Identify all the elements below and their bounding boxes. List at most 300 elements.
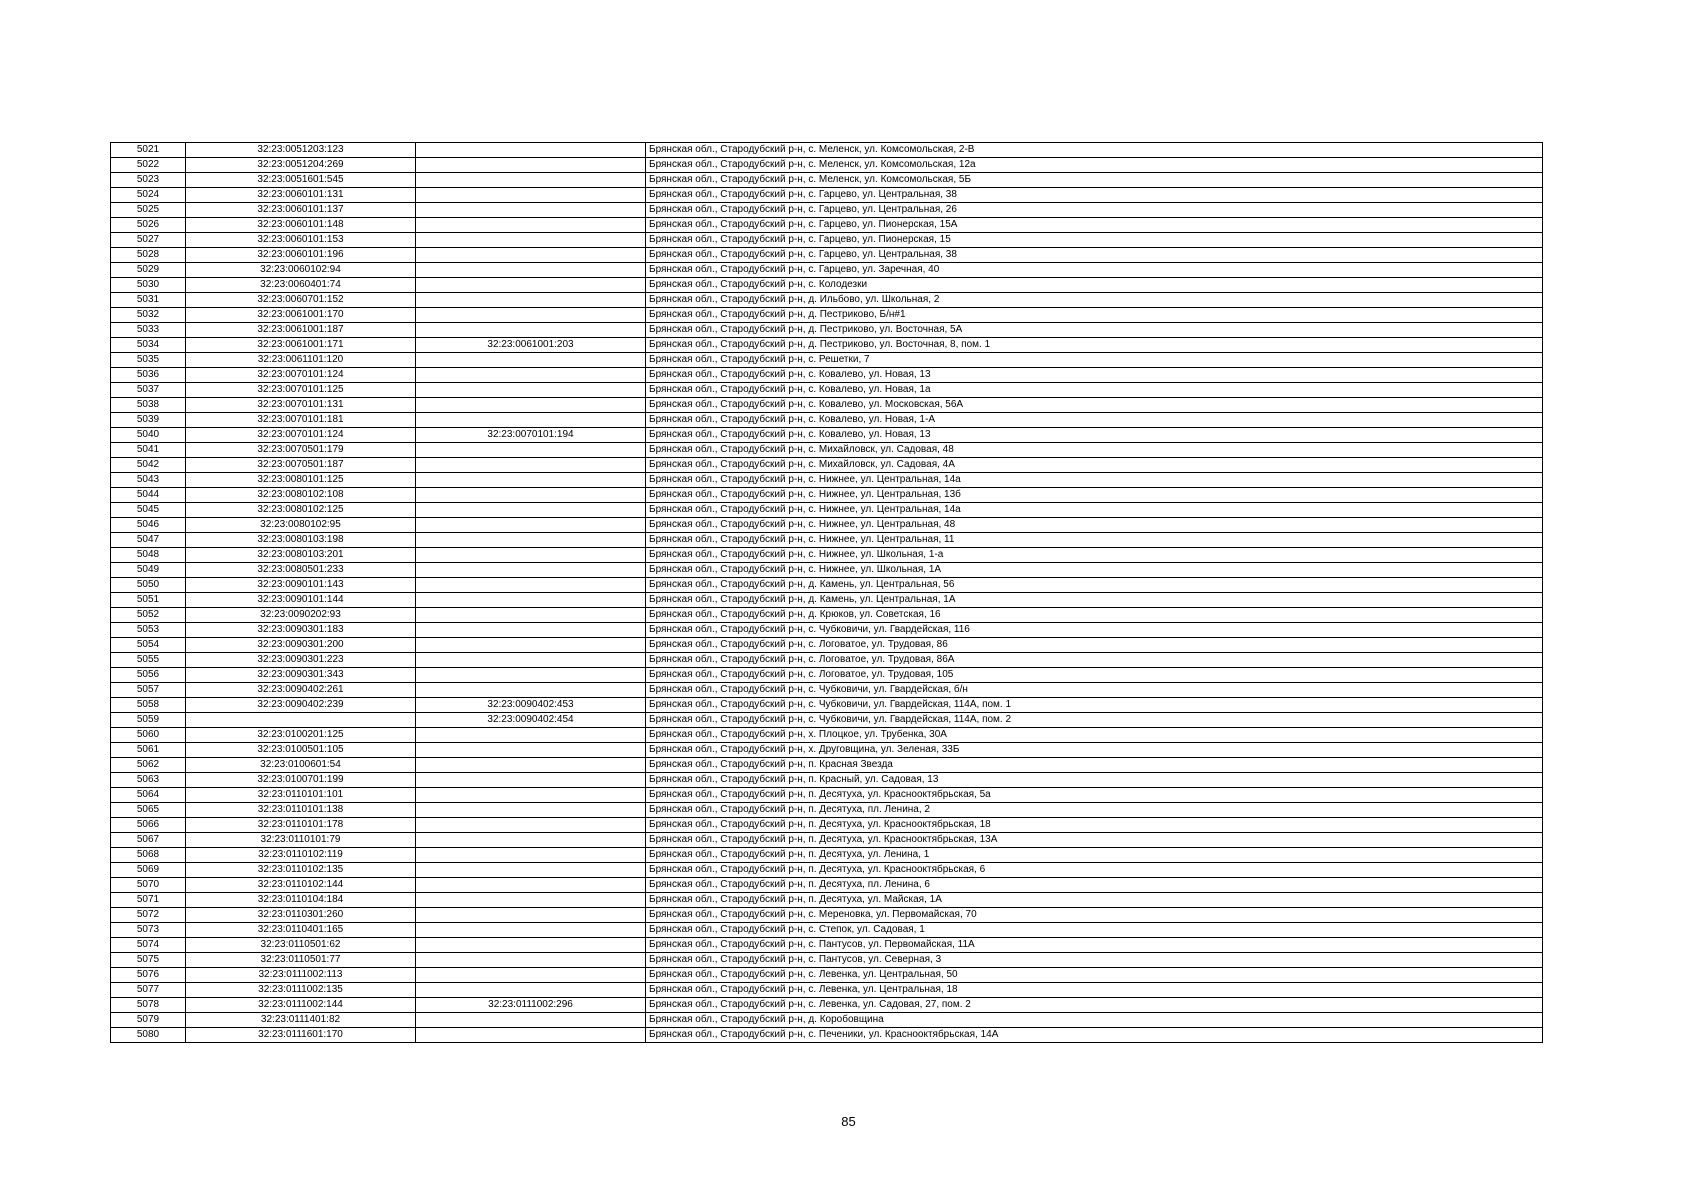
linked-cadastral-number-cell <box>416 473 646 488</box>
row-number-cell: 5072 <box>111 908 186 923</box>
address-cell: Брянская обл., Стародубский р-н, с. Логоватое, ул. Трудовая, 86А <box>646 653 1543 668</box>
table-row <box>111 878 1543 893</box>
table-row <box>111 518 1543 533</box>
row-number-cell: 5021 <box>111 143 186 158</box>
table-row <box>111 908 1543 923</box>
cadastral-number-cell: 32:23:0090402:239 <box>186 698 416 713</box>
linked-cadastral-number-cell <box>416 533 646 548</box>
cadastral-number-cell: 32:23:0061001:187 <box>186 323 416 338</box>
address-cell: Брянская обл., Стародубский р-н, с. Гарцево, ул. Центральная, 38 <box>646 188 1543 203</box>
table-row <box>111 728 1543 743</box>
address-cell: Брянская обл., Стародубский р-н, с. Гарцево, ул. Центральная, 38 <box>646 248 1543 263</box>
linked-cadastral-number-cell <box>416 608 646 623</box>
address-cell: Брянская обл., Стародубский р-н, п. Красный, ул. Садовая, 13 <box>646 773 1543 788</box>
row-number-cell: 5028 <box>111 248 186 263</box>
linked-cadastral-number-cell <box>416 548 646 563</box>
table-row <box>111 698 1543 713</box>
cadastral-number-cell: 32:23:0070101:131 <box>186 398 416 413</box>
cadastral-number-cell <box>186 713 416 728</box>
row-number-cell: 5063 <box>111 773 186 788</box>
linked-cadastral-number-cell <box>416 743 646 758</box>
cadastral-number-cell: 32:23:0070101:125 <box>186 383 416 398</box>
row-number-cell: 5069 <box>111 863 186 878</box>
address-cell: Брянская обл., Стародубский р-н, с. Нижнее, ул. Школьная, 1А <box>646 563 1543 578</box>
row-number-cell: 5039 <box>111 413 186 428</box>
table-row <box>111 533 1543 548</box>
table-row <box>111 998 1543 1013</box>
row-number-cell: 5065 <box>111 803 186 818</box>
cadastral-number-cell: 32:23:0090301:200 <box>186 638 416 653</box>
row-number-cell: 5054 <box>111 638 186 653</box>
row-number-cell: 5049 <box>111 563 186 578</box>
table-row <box>111 428 1543 443</box>
table-row <box>111 233 1543 248</box>
row-number-cell: 5074 <box>111 938 186 953</box>
table-body <box>111 143 1543 1043</box>
table-row <box>111 143 1543 158</box>
address-cell: Брянская обл., Стародубский р-н, д. Коробовщина <box>646 1013 1543 1028</box>
linked-cadastral-number-cell <box>416 758 646 773</box>
linked-cadastral-number-cell <box>416 218 646 233</box>
row-number-cell: 5055 <box>111 653 186 668</box>
cadastral-number-cell: 32:23:0080102:95 <box>186 518 416 533</box>
table-row <box>111 968 1543 983</box>
table-row <box>111 863 1543 878</box>
row-number-cell: 5064 <box>111 788 186 803</box>
row-number-cell: 5041 <box>111 443 186 458</box>
row-number-cell: 5080 <box>111 1028 186 1043</box>
address-cell: Брянская обл., Стародубский р-н, с. Нижнее, ул. Центральная, 14а <box>646 473 1543 488</box>
cadastral-number-cell: 32:23:0051601:545 <box>186 173 416 188</box>
linked-cadastral-number-cell <box>416 1028 646 1043</box>
linked-cadastral-number-cell <box>416 158 646 173</box>
cadastral-number-cell: 32:23:0111002:113 <box>186 968 416 983</box>
row-number-cell: 5046 <box>111 518 186 533</box>
cadastral-number-cell: 32:23:0070101:124 <box>186 428 416 443</box>
linked-cadastral-number-cell <box>416 263 646 278</box>
row-number-cell: 5034 <box>111 338 186 353</box>
table-row <box>111 608 1543 623</box>
cadastral-number-cell: 32:23:0110104:184 <box>186 893 416 908</box>
row-number-cell: 5077 <box>111 983 186 998</box>
table-row <box>111 563 1543 578</box>
address-cell: Брянская обл., Стародубский р-н, п. Десятуха, ул. Краснооктябрьская, 5а <box>646 788 1543 803</box>
cadastral-number-cell: 32:23:0110501:77 <box>186 953 416 968</box>
row-number-cell: 5037 <box>111 383 186 398</box>
address-cell: Брянская обл., Стародубский р-н, п. Десятуха, пл. Ленина, 6 <box>646 878 1543 893</box>
linked-cadastral-number-cell <box>416 788 646 803</box>
address-cell: Брянская обл., Стародубский р-н, п. Десятуха, пл. Ленина, 2 <box>646 803 1543 818</box>
address-cell: Брянская обл., Стародубский р-н, д. Пестриково, ул. Восточная, 5А <box>646 323 1543 338</box>
row-number-cell: 5060 <box>111 728 186 743</box>
address-cell: Брянская обл., Стародубский р-н, с. Чубковичи, ул. Гвардейская, 116 <box>646 623 1543 638</box>
cadastral-number-cell: 32:23:0090202:93 <box>186 608 416 623</box>
linked-cadastral-number-cell <box>416 908 646 923</box>
table-row <box>111 788 1543 803</box>
row-number-cell: 5029 <box>111 263 186 278</box>
address-cell: Брянская обл., Стародубский р-н, с. Ковалево, ул. Новая, 1а <box>646 383 1543 398</box>
linked-cadastral-number-cell <box>416 983 646 998</box>
cadastral-number-cell: 32:23:0110301:260 <box>186 908 416 923</box>
table-row <box>111 893 1543 908</box>
cadastral-number-cell: 32:23:0070501:187 <box>186 458 416 473</box>
address-cell: Брянская обл., Стародубский р-н, х. Друговщина, ул. Зеленая, 33Б <box>646 743 1543 758</box>
address-cell: Брянская обл., Стародубский р-н, п. Десятуха, ул. Краснооктябрьская, 13А <box>646 833 1543 848</box>
address-cell: Брянская обл., Стародубский р-н, с. Гарцево, ул. Центральная, 26 <box>646 203 1543 218</box>
row-number-cell: 5067 <box>111 833 186 848</box>
address-cell: Брянская обл., Стародубский р-н, с. Мереновка, ул. Первомайская, 70 <box>646 908 1543 923</box>
row-number-cell: 5070 <box>111 878 186 893</box>
address-cell: Брянская обл., Стародубский р-н, с. Логоватое, ул. Трудовая, 105 <box>646 668 1543 683</box>
table-row <box>111 548 1543 563</box>
table-row <box>111 398 1543 413</box>
row-number-cell: 5076 <box>111 968 186 983</box>
address-cell: Брянская обл., Стародубский р-н, с. Ковалево, ул. Московская, 56А <box>646 398 1543 413</box>
linked-cadastral-number-cell <box>416 248 646 263</box>
address-cell: Брянская обл., Стародубский р-н, п. Десятуха, ул. Ленина, 1 <box>646 848 1543 863</box>
row-number-cell: 5045 <box>111 503 186 518</box>
cadastral-number-cell: 32:23:0080101:125 <box>186 473 416 488</box>
linked-cadastral-number-cell <box>416 383 646 398</box>
linked-cadastral-number-cell <box>416 1013 646 1028</box>
address-cell: Брянская обл., Стародубский р-н, д. Камень, ул. Центральная, 1А <box>646 593 1543 608</box>
row-number-cell: 5030 <box>111 278 186 293</box>
table-row <box>111 938 1543 953</box>
table-row <box>111 758 1543 773</box>
cadastral-number-cell: 32:23:0090101:143 <box>186 578 416 593</box>
cadastral-number-cell: 32:23:0060701:152 <box>186 293 416 308</box>
table-row <box>111 848 1543 863</box>
page-number: 85 <box>841 1114 856 1129</box>
address-cell: Брянская обл., Стародубский р-н, с. Пантусов, ул. Северная, 3 <box>646 953 1543 968</box>
row-number-cell: 5061 <box>111 743 186 758</box>
address-cell: Брянская обл., Стародубский р-н, с. Гарцево, ул. Пионерская, 15А <box>646 218 1543 233</box>
table-row <box>111 338 1543 353</box>
table-row <box>111 383 1543 398</box>
cadastral-number-cell: 32:23:0090402:261 <box>186 683 416 698</box>
cadastral-number-cell: 32:23:0060401:74 <box>186 278 416 293</box>
cadastral-number-cell: 32:23:0110102:119 <box>186 848 416 863</box>
row-number-cell: 5025 <box>111 203 186 218</box>
cadastral-number-cell: 32:23:0060101:148 <box>186 218 416 233</box>
cadastral-number-cell: 32:23:0070101:181 <box>186 413 416 428</box>
cadastral-number-cell: 32:23:0061101:120 <box>186 353 416 368</box>
cadastral-number-cell: 32:23:0111601:170 <box>186 1028 416 1043</box>
row-number-cell: 5059 <box>111 713 186 728</box>
cadastral-number-cell: 32:23:0100201:125 <box>186 728 416 743</box>
linked-cadastral-number-cell <box>416 563 646 578</box>
linked-cadastral-number-cell <box>416 878 646 893</box>
cadastral-number-cell: 32:23:0080501:233 <box>186 563 416 578</box>
row-number-cell: 5050 <box>111 578 186 593</box>
row-number-cell: 5052 <box>111 608 186 623</box>
linked-cadastral-number-cell <box>416 458 646 473</box>
address-cell: Брянская обл., Стародубский р-н, с. Ковалево, ул. Новая, 13 <box>646 428 1543 443</box>
table-row <box>111 578 1543 593</box>
linked-cadastral-number-cell <box>416 293 646 308</box>
linked-cadastral-number-cell <box>416 308 646 323</box>
linked-cadastral-number-cell <box>416 203 646 218</box>
address-cell: Брянская обл., Стародубский р-н, п. Десятуха, ул. Краснооктябрьская, 18 <box>646 818 1543 833</box>
linked-cadastral-number-cell <box>416 368 646 383</box>
address-cell: Брянская обл., Стародубский р-н, с. Гарцево, ул. Заречная, 40 <box>646 263 1543 278</box>
table-row <box>111 173 1543 188</box>
table-row <box>111 263 1543 278</box>
address-cell: Брянская обл., Стародубский р-н, с. Меленск, ул. Комсомольская, 5Б <box>646 173 1543 188</box>
linked-cadastral-number-cell <box>416 578 646 593</box>
row-number-cell: 5078 <box>111 998 186 1013</box>
linked-cadastral-number-cell <box>416 353 646 368</box>
address-cell: Брянская обл., Стародубский р-н, с. Решетки, 7 <box>646 353 1543 368</box>
address-cell: Брянская обл., Стародубский р-н, с. Чубковичи, ул. Гвардейская, 114А, пом. 1 <box>646 698 1543 713</box>
cadastral-number-cell: 32:23:0090301:343 <box>186 668 416 683</box>
cadastral-number-cell: 32:23:0080103:198 <box>186 533 416 548</box>
table-row <box>111 188 1543 203</box>
linked-cadastral-number-cell <box>416 443 646 458</box>
table-row <box>111 1013 1543 1028</box>
linked-cadastral-number-cell <box>416 323 646 338</box>
linked-cadastral-number-cell: 32:23:0070101:194 <box>416 428 646 443</box>
linked-cadastral-number-cell <box>416 773 646 788</box>
table-row <box>111 923 1543 938</box>
table-row <box>111 833 1543 848</box>
row-number-cell: 5051 <box>111 593 186 608</box>
cadastral-table <box>110 142 1543 1043</box>
address-cell: Брянская обл., Стародубский р-н, с. Гарцево, ул. Пионерская, 15 <box>646 233 1543 248</box>
cadastral-number-cell: 32:23:0110501:62 <box>186 938 416 953</box>
address-cell: Брянская обл., Стародубский р-н, с. Михайловск, ул. Садовая, 4А <box>646 458 1543 473</box>
address-cell: Брянская обл., Стародубский р-н, с. Колодезки <box>646 278 1543 293</box>
address-cell: Брянская обл., Стародубский р-н, д. Камень, ул. Центральная, 56 <box>646 578 1543 593</box>
address-cell: Брянская обл., Стародубский р-н, п. Десятуха, ул. Майская, 1А <box>646 893 1543 908</box>
table-row <box>111 413 1543 428</box>
row-number-cell: 5073 <box>111 923 186 938</box>
cadastral-number-cell: 32:23:0060101:196 <box>186 248 416 263</box>
cadastral-number-cell: 32:23:0110101:79 <box>186 833 416 848</box>
address-cell: Брянская обл., Стародубский р-н, с. Меленск, ул. Комсомольская, 12а <box>646 158 1543 173</box>
table-row <box>111 653 1543 668</box>
cadastral-number-cell: 32:23:0111002:135 <box>186 983 416 998</box>
row-number-cell: 5033 <box>111 323 186 338</box>
table-row <box>111 683 1543 698</box>
row-number-cell: 5048 <box>111 548 186 563</box>
address-cell: Брянская обл., Стародубский р-н, с. Нижнее, ул. Центральная, 48 <box>646 518 1543 533</box>
cadastral-number-cell: 32:23:0090101:144 <box>186 593 416 608</box>
cadastral-number-cell: 32:23:0090301:183 <box>186 623 416 638</box>
table-row <box>111 1028 1543 1043</box>
row-number-cell: 5056 <box>111 668 186 683</box>
address-cell: Брянская обл., Стародубский р-н, с. Пантусов, ул. Первомайская, 11А <box>646 938 1543 953</box>
row-number-cell: 5047 <box>111 533 186 548</box>
table-row <box>111 368 1543 383</box>
cadastral-number-cell: 32:23:0070501:179 <box>186 443 416 458</box>
linked-cadastral-number-cell: 32:23:0111002:296 <box>416 998 646 1013</box>
table-row <box>111 803 1543 818</box>
linked-cadastral-number-cell <box>416 638 646 653</box>
table-row <box>111 488 1543 503</box>
linked-cadastral-number-cell <box>416 968 646 983</box>
table-row <box>111 503 1543 518</box>
address-cell: Брянская обл., Стародубский р-н, х. Плоцкое, ул. Трубенка, 30А <box>646 728 1543 743</box>
row-number-cell: 5068 <box>111 848 186 863</box>
table-row <box>111 248 1543 263</box>
linked-cadastral-number-cell <box>416 683 646 698</box>
row-number-cell: 5022 <box>111 158 186 173</box>
address-cell: Брянская обл., Стародубский р-н, д. Пестриково, ул. Восточная, 8, пом. 1 <box>646 338 1543 353</box>
row-number-cell: 5053 <box>111 623 186 638</box>
cadastral-number-cell: 32:23:0080102:125 <box>186 503 416 518</box>
cadastral-number-cell: 32:23:0060102:94 <box>186 263 416 278</box>
table-row <box>111 668 1543 683</box>
address-cell: Брянская обл., Стародубский р-н, с. Чубковичи, ул. Гвардейская, 114А, пом. 2 <box>646 713 1543 728</box>
table-row <box>111 323 1543 338</box>
row-number-cell: 5066 <box>111 818 186 833</box>
table-row <box>111 773 1543 788</box>
linked-cadastral-number-cell <box>416 833 646 848</box>
cadastral-number-cell: 32:23:0110401:165 <box>186 923 416 938</box>
table-row <box>111 983 1543 998</box>
address-cell: Брянская обл., Стародубский р-н, с. Нижнее, ул. Центральная, 13б <box>646 488 1543 503</box>
linked-cadastral-number-cell <box>416 188 646 203</box>
cadastral-number-cell: 32:23:0060101:153 <box>186 233 416 248</box>
address-cell: Брянская обл., Стародубский р-н, с. Логоватое, ул. Трудовая, 86 <box>646 638 1543 653</box>
table-row <box>111 443 1543 458</box>
linked-cadastral-number-cell <box>416 803 646 818</box>
linked-cadastral-number-cell <box>416 863 646 878</box>
row-number-cell: 5079 <box>111 1013 186 1028</box>
cadastral-number-cell: 32:23:0051203:123 <box>186 143 416 158</box>
row-number-cell: 5071 <box>111 893 186 908</box>
address-cell: Брянская обл., Стародубский р-н, с. Левенка, ул. Центральная, 50 <box>646 968 1543 983</box>
address-cell: Брянская обл., Стародубский р-н, с. Печеники, ул. Краснооктябрьская, 14А <box>646 1028 1543 1043</box>
linked-cadastral-number-cell <box>416 173 646 188</box>
cadastral-number-cell: 32:23:0061001:171 <box>186 338 416 353</box>
linked-cadastral-number-cell <box>416 518 646 533</box>
address-cell: Брянская обл., Стародубский р-н, с. Нижнее, ул. Центральная, 11 <box>646 533 1543 548</box>
address-cell: Брянская обл., Стародубский р-н, п. Красная Звезда <box>646 758 1543 773</box>
row-number-cell: 5027 <box>111 233 186 248</box>
address-cell: Брянская обл., Стародубский р-н, д. Ильбово, ул. Школьная, 2 <box>646 293 1543 308</box>
linked-cadastral-number-cell <box>416 848 646 863</box>
linked-cadastral-number-cell: 32:23:0061001:203 <box>416 338 646 353</box>
cadastral-number-cell: 32:23:0080103:201 <box>186 548 416 563</box>
linked-cadastral-number-cell <box>416 893 646 908</box>
linked-cadastral-number-cell <box>416 818 646 833</box>
linked-cadastral-number-cell <box>416 413 646 428</box>
row-number-cell: 5023 <box>111 173 186 188</box>
row-number-cell: 5036 <box>111 368 186 383</box>
linked-cadastral-number-cell <box>416 668 646 683</box>
linked-cadastral-number-cell <box>416 233 646 248</box>
table-row <box>111 353 1543 368</box>
table-row <box>111 308 1543 323</box>
table-row <box>111 158 1543 173</box>
address-cell: Брянская обл., Стародубский р-н, с. Ковалево, ул. Новая, 13 <box>646 368 1543 383</box>
address-cell: Брянская обл., Стародубский р-н, с. Нижнее, ул. Школьная, 1-а <box>646 548 1543 563</box>
cadastral-number-cell: 32:23:0080102:108 <box>186 488 416 503</box>
linked-cadastral-number-cell <box>416 953 646 968</box>
linked-cadastral-number-cell <box>416 623 646 638</box>
linked-cadastral-number-cell <box>416 143 646 158</box>
row-number-cell: 5031 <box>111 293 186 308</box>
row-number-cell: 5044 <box>111 488 186 503</box>
row-number-cell: 5057 <box>111 683 186 698</box>
cadastral-number-cell: 32:23:0070101:124 <box>186 368 416 383</box>
cadastral-number-cell: 32:23:0110102:144 <box>186 878 416 893</box>
address-cell: Брянская обл., Стародубский р-н, с. Чубковичи, ул. Гвардейская, б/н <box>646 683 1543 698</box>
linked-cadastral-number-cell <box>416 488 646 503</box>
table-row <box>111 473 1543 488</box>
table-row <box>111 278 1543 293</box>
linked-cadastral-number-cell <box>416 398 646 413</box>
cadastral-number-cell: 32:23:0111401:82 <box>186 1013 416 1028</box>
table-row <box>111 623 1543 638</box>
address-cell: Брянская обл., Стародубский р-н, с. Степок, ул. Садовая, 1 <box>646 923 1543 938</box>
cadastral-number-cell: 32:23:0051204:269 <box>186 158 416 173</box>
table-row <box>111 713 1543 728</box>
linked-cadastral-number-cell: 32:23:0090402:453 <box>416 698 646 713</box>
row-number-cell: 5026 <box>111 218 186 233</box>
address-cell: Брянская обл., Стародубский р-н, д. Пестриково, Б/н#1 <box>646 308 1543 323</box>
cadastral-number-cell: 32:23:0110101:178 <box>186 818 416 833</box>
row-number-cell: 5024 <box>111 188 186 203</box>
cadastral-number-cell: 32:23:0110101:138 <box>186 803 416 818</box>
cadastral-number-cell: 32:23:0060101:137 <box>186 203 416 218</box>
address-cell: Брянская обл., Стародубский р-н, с. Михайловск, ул. Садовая, 48 <box>646 443 1543 458</box>
linked-cadastral-number-cell <box>416 278 646 293</box>
cadastral-number-cell: 32:23:0061001:170 <box>186 308 416 323</box>
row-number-cell: 5043 <box>111 473 186 488</box>
cadastral-number-cell: 32:23:0090301:223 <box>186 653 416 668</box>
linked-cadastral-number-cell: 32:23:0090402:454 <box>416 713 646 728</box>
address-cell: Брянская обл., Стародубский р-н, с. Левенка, ул. Центральная, 18 <box>646 983 1543 998</box>
linked-cadastral-number-cell <box>416 593 646 608</box>
cadastral-number-cell: 32:23:0111002:144 <box>186 998 416 1013</box>
row-number-cell: 5035 <box>111 353 186 368</box>
row-number-cell: 5062 <box>111 758 186 773</box>
cadastral-number-cell: 32:23:0110101:101 <box>186 788 416 803</box>
linked-cadastral-number-cell <box>416 938 646 953</box>
table-row <box>111 203 1543 218</box>
row-number-cell: 5075 <box>111 953 186 968</box>
table-row <box>111 218 1543 233</box>
table-row <box>111 593 1543 608</box>
row-number-cell: 5038 <box>111 398 186 413</box>
linked-cadastral-number-cell <box>416 728 646 743</box>
table-row <box>111 953 1543 968</box>
table-row <box>111 743 1543 758</box>
address-cell: Брянская обл., Стародубский р-н, п. Десятуха, ул. Краснооктябрьская, 6 <box>646 863 1543 878</box>
table-row <box>111 818 1543 833</box>
address-cell: Брянская обл., Стародубский р-н, д. Крюков, ул. Советская, 16 <box>646 608 1543 623</box>
row-number-cell: 5058 <box>111 698 186 713</box>
row-number-cell: 5032 <box>111 308 186 323</box>
linked-cadastral-number-cell <box>416 653 646 668</box>
cadastral-number-cell: 32:23:0060101:131 <box>186 188 416 203</box>
cadastral-number-cell: 32:23:0100501:105 <box>186 743 416 758</box>
cadastral-number-cell: 32:23:0110102:135 <box>186 863 416 878</box>
table-row <box>111 458 1543 473</box>
row-number-cell: 5040 <box>111 428 186 443</box>
cadastral-number-cell: 32:23:0100601:54 <box>186 758 416 773</box>
linked-cadastral-number-cell <box>416 503 646 518</box>
table-row <box>111 638 1543 653</box>
linked-cadastral-number-cell <box>416 923 646 938</box>
cadastral-number-cell: 32:23:0100701:199 <box>186 773 416 788</box>
row-number-cell: 5042 <box>111 458 186 473</box>
address-cell: Брянская обл., Стародубский р-н, с. Нижнее, ул. Центральная, 14а <box>646 503 1543 518</box>
address-cell: Брянская обл., Стародубский р-н, с. Левенка, ул. Садовая, 27, пом. 2 <box>646 998 1543 1013</box>
